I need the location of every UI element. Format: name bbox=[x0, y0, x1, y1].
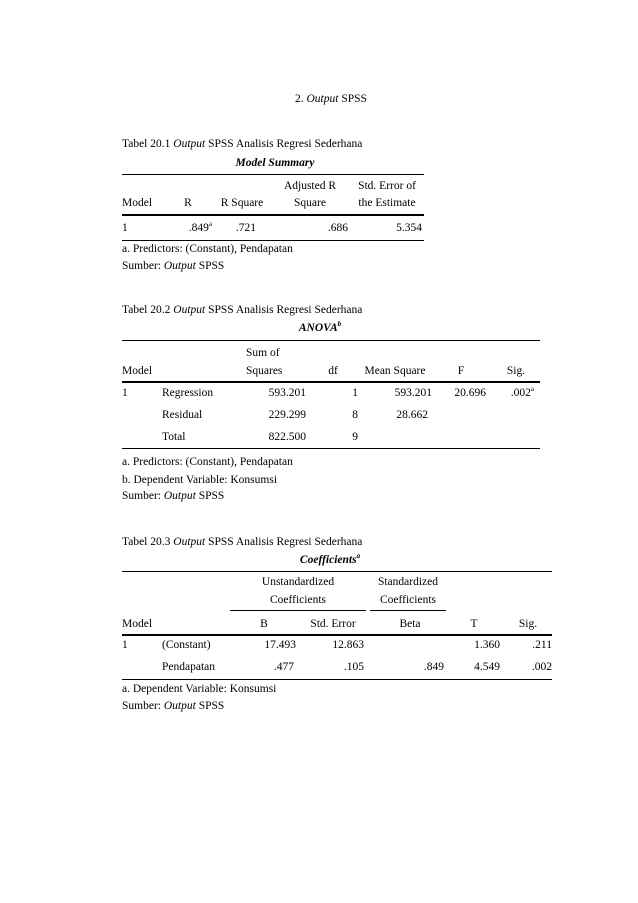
t3-row2-t: 4.549 bbox=[474, 661, 500, 673]
t3-row1-sig: .211 bbox=[532, 639, 552, 651]
t2-header-model: Model bbox=[122, 365, 153, 377]
t2-row1-label: Regression bbox=[162, 387, 214, 399]
t2-header-f: F bbox=[457, 365, 465, 377]
t3-row2-sig: .002 bbox=[531, 661, 552, 673]
t3-unstd-rule bbox=[230, 610, 366, 611]
t2-row1-ss: 593.201 bbox=[268, 387, 306, 399]
t2-header-ms: Mean Square bbox=[364, 365, 426, 377]
t2-header-ss-l2: Squares bbox=[246, 365, 283, 377]
table3-caption: Tabel 20.3 Output SPSS Analisis Regresi Sederhana bbox=[122, 536, 363, 548]
table2-top-rule bbox=[122, 340, 540, 341]
t2-note-a: a. Predictors: (Constant), Pendapatan bbox=[122, 456, 293, 468]
t1-header-adj-l1: Adjusted R bbox=[283, 180, 337, 192]
t3-header-beta: Beta bbox=[399, 618, 421, 630]
t3-note-a: a. Dependent Variable: Konsumsi bbox=[122, 683, 277, 695]
t2-source: Sumber: Output SPSS bbox=[122, 490, 225, 502]
heading-italic: Output bbox=[306, 93, 339, 105]
t2-note-b: b. Dependent Variable: Konsumsi bbox=[122, 474, 278, 486]
t3-header-std-l1: Standardized bbox=[377, 576, 439, 588]
t2-row2-label: Residual bbox=[162, 409, 203, 421]
t1-row-se: 5.354 bbox=[396, 222, 422, 234]
table3-header-rule bbox=[122, 634, 552, 636]
table1-bottom-rule bbox=[122, 240, 424, 241]
t3-row1-b: 17.493 bbox=[264, 639, 296, 651]
table2-header-rule bbox=[122, 381, 540, 383]
t2-row3-df: 9 bbox=[352, 431, 358, 443]
t2-row3-ss: 822.500 bbox=[268, 431, 306, 443]
t3-header-se: Std. Error bbox=[310, 618, 356, 630]
t2-row3-label: Total bbox=[162, 431, 186, 443]
t2-row1-model: 1 bbox=[122, 387, 128, 399]
t2-row2-ms: 28.662 bbox=[396, 409, 428, 421]
t3-row1-label: (Constant) bbox=[162, 639, 211, 651]
t1-header-r: R bbox=[184, 197, 192, 209]
t3-header-unstd-l1: Unstandardized bbox=[261, 576, 335, 588]
t1-header-se-l2: the Estimate bbox=[358, 197, 416, 209]
t1-source: Sumber: Output SPSS bbox=[122, 260, 225, 272]
table3-top-rule bbox=[122, 571, 552, 572]
t3-source: Sumber: Output SPSS bbox=[122, 700, 225, 712]
t1-row-model: 1 bbox=[122, 222, 128, 234]
t3-header-unstd-l2: Coefficients bbox=[270, 594, 326, 606]
t3-row1-model: 1 bbox=[122, 639, 128, 651]
t1-note-a: a. Predictors: (Constant), Pendapatan bbox=[122, 243, 293, 255]
t3-header-sig: Sig. bbox=[518, 618, 538, 630]
t3-row2-b: .477 bbox=[273, 661, 294, 673]
t1-row-adj: .686 bbox=[327, 222, 348, 234]
t2-header-sig: Sig. bbox=[506, 365, 526, 377]
table1-caption: Tabel 20.1 Output SPSS Analisis Regresi Sederhana bbox=[122, 138, 363, 150]
table1-top-rule bbox=[122, 174, 424, 175]
t3-row2-beta: .849 bbox=[423, 661, 444, 673]
table3-title: Coefficients$^a$ bbox=[299, 552, 361, 566]
t2-row1-f: 20.696 bbox=[454, 387, 486, 399]
t3-header-b: B bbox=[260, 618, 268, 630]
t2-row1-ms: 593.201 bbox=[394, 387, 432, 399]
t3-row1-t: 1.360 bbox=[474, 639, 500, 651]
heading-rest: SPSS bbox=[341, 93, 367, 105]
t3-row2-label: Pendapatan bbox=[162, 661, 216, 673]
t3-std-rule bbox=[370, 610, 446, 611]
table1-title: Model Summary bbox=[235, 157, 315, 169]
heading-number: 2. bbox=[295, 93, 304, 105]
t2-header-df: df bbox=[328, 365, 338, 377]
t3-header-std-l2: Coefficients bbox=[380, 594, 436, 606]
t1-header-adj-l2: Square bbox=[294, 197, 326, 209]
t1-header-se-l1: Std. Error of bbox=[358, 180, 416, 192]
t2-row1-sig: .002$^a$ bbox=[510, 385, 534, 399]
table3-bottom-rule bbox=[122, 679, 552, 680]
t2-row1-df: 1 bbox=[352, 387, 358, 399]
t2-row2-ss: 229.299 bbox=[268, 409, 306, 421]
t1-row-rsquare: .721 bbox=[235, 222, 256, 234]
section-heading bbox=[295, 93, 367, 105]
t3-header-t: T bbox=[470, 618, 478, 630]
t3-row2-se: .105 bbox=[343, 661, 364, 673]
t1-row-r: .849$^a$ bbox=[188, 220, 212, 234]
t1-header-rsquare: R Square bbox=[220, 197, 264, 209]
table1-header-rule bbox=[122, 214, 424, 216]
t3-header-model: Model bbox=[122, 618, 153, 630]
table2-bottom-rule bbox=[122, 448, 540, 449]
table2-caption: Tabel 20.2 Output SPSS Analisis Regresi Sederhana bbox=[122, 304, 363, 316]
t3-row1-se: 12.863 bbox=[332, 639, 364, 651]
t1-header-model: Model bbox=[122, 197, 153, 209]
t2-header-ss-l1: Sum of bbox=[246, 347, 280, 359]
table2-title: ANOVA$^b$ bbox=[298, 320, 342, 334]
t2-row2-df: 8 bbox=[352, 409, 358, 421]
